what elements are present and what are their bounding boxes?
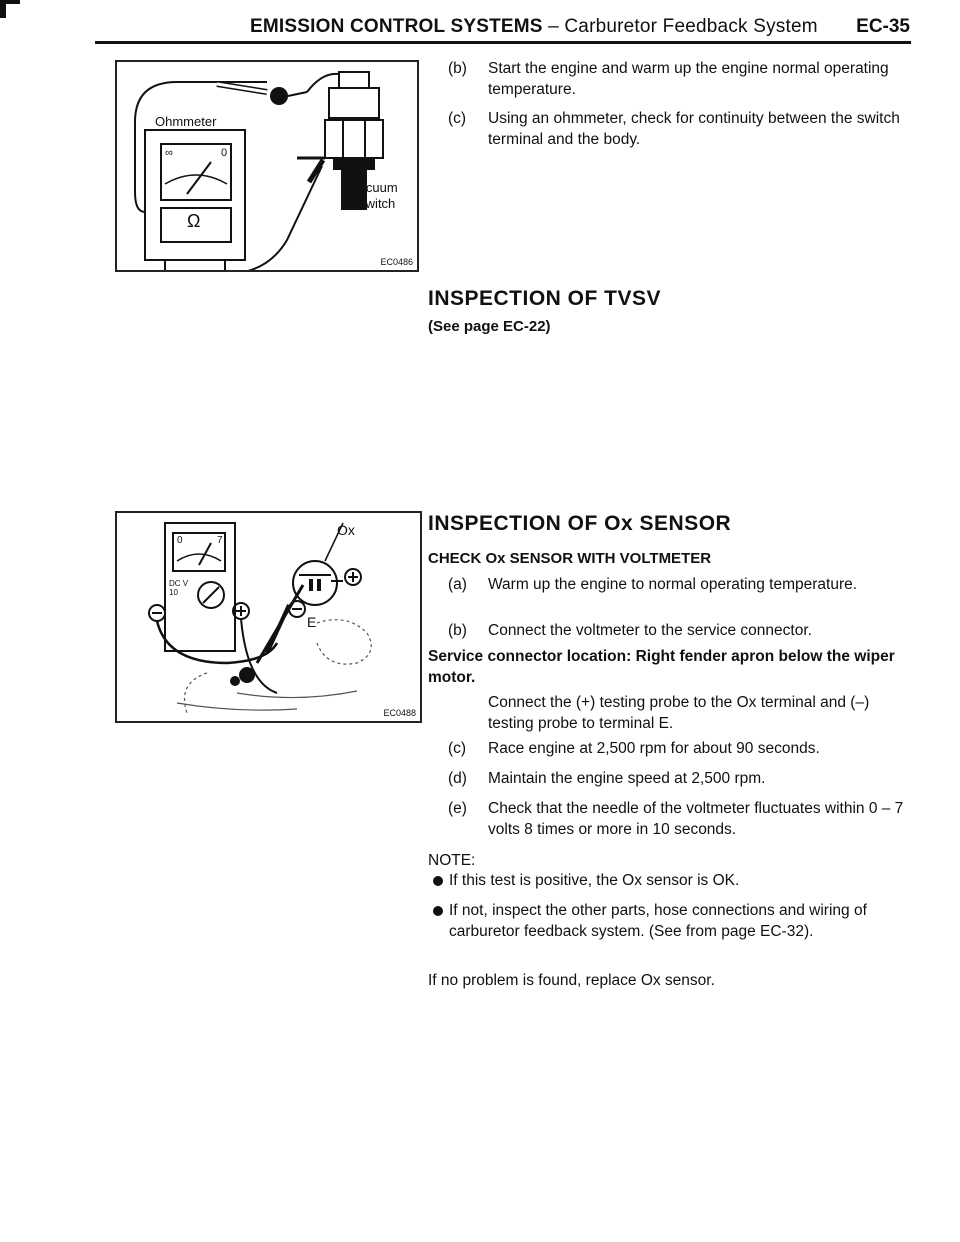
switch-nipple bbox=[339, 72, 369, 88]
step-text: Using an ohmmeter, check for continuity between the switch terminal and the body. bbox=[488, 110, 900, 148]
step-label: (b) bbox=[448, 60, 467, 77]
final-instruction: If no problem is found, replace Ox sensor. bbox=[428, 972, 715, 989]
service-connector bbox=[293, 561, 337, 605]
corner-mark-top bbox=[0, 0, 20, 4]
note-bullet-positive bbox=[433, 870, 913, 892]
note-label: NOTE: bbox=[428, 852, 476, 869]
step-a-warm-up bbox=[428, 574, 918, 616]
ohmmeter-label: Ohmmeter bbox=[155, 114, 217, 129]
page-number: EC-35 bbox=[856, 16, 910, 37]
step-label: (e) bbox=[448, 800, 467, 817]
step-d-maintain-speed bbox=[428, 768, 918, 790]
header-title-rest: – Carburetor Feedback System bbox=[542, 16, 818, 37]
step-e-check-needle bbox=[428, 798, 918, 840]
probe-connection-instruction: Connect the (+) testing probe to the Ox terminal and (–) testing probe to terminal E. bbox=[488, 694, 870, 732]
scale-zero: 0 bbox=[221, 147, 228, 159]
step-c-ohmmeter-check bbox=[428, 108, 918, 150]
voltmeter-illustration bbox=[117, 513, 420, 721]
step-label: (c) bbox=[448, 110, 467, 127]
note-bullet-negative bbox=[433, 900, 913, 964]
step-label: (c) bbox=[448, 740, 467, 757]
left-test-lead bbox=[135, 82, 267, 212]
step-b-start-engine bbox=[428, 58, 918, 100]
tvsv-page-ref: (See page EC-22) bbox=[428, 318, 551, 335]
e-terminal-label: E bbox=[307, 614, 317, 630]
ohm-symbol: Ω bbox=[187, 211, 201, 231]
vacuum-label: Vacuum bbox=[351, 180, 398, 195]
dial-seven: 7 bbox=[217, 535, 223, 546]
bullet-dot bbox=[433, 906, 443, 916]
step-b-connect-voltmeter bbox=[428, 620, 918, 642]
step-label: (b) bbox=[448, 622, 467, 639]
bullet-text: If this test is positive, the Ox sensor is OK. bbox=[449, 872, 740, 889]
dial-zero: 0 bbox=[177, 535, 183, 546]
subheading-voltmeter-check: CHECK Ox SENSOR WITH VOLTMETER bbox=[428, 550, 712, 567]
heading-ox-sensor: INSPECTION OF Ox SENSOR bbox=[428, 512, 732, 535]
heading-tvsv: INSPECTION OF TVSV bbox=[428, 287, 662, 310]
step-label: (a) bbox=[448, 576, 467, 593]
header-rule bbox=[95, 41, 911, 44]
page-header bbox=[250, 14, 910, 40]
step-text: Connect the voltmeter to the service connector. bbox=[488, 622, 812, 639]
step-label: (d) bbox=[448, 770, 467, 787]
scale-infinity: ∞ bbox=[165, 147, 173, 159]
step-text: Check that the needle of the voltmeter fluctuates within 0 – 7 volts 8 times or more in 10 seconds. bbox=[488, 800, 904, 838]
ohmmeter-illustration bbox=[117, 62, 417, 270]
alligator-clip bbox=[270, 87, 288, 105]
header-title-bold: EMISSION CONTROL SYSTEMS bbox=[250, 16, 543, 37]
step-c-race-engine bbox=[428, 738, 918, 760]
figure-voltmeter-ox-sensor bbox=[115, 511, 422, 723]
ohmmeter-needle bbox=[187, 162, 211, 194]
ox-label: Ox bbox=[337, 522, 355, 538]
switch-hex bbox=[325, 120, 383, 158]
step-text: Race engine at 2,500 rpm for about 90 seconds. bbox=[488, 740, 820, 757]
switch-label: Switch bbox=[357, 196, 396, 211]
bullet-dot bbox=[433, 876, 443, 886]
service-connector-location: Service connector location: Right fender apron below the wiper motor. bbox=[428, 648, 895, 686]
right-test-lead bbox=[225, 166, 322, 270]
figure-code: EC0486 bbox=[380, 257, 413, 267]
step-text: Warm up the engine to normal operating temperature. bbox=[488, 576, 858, 593]
figure-code: EC0488 bbox=[383, 708, 416, 718]
step-text: Start the engine and warm up the engine normal operating temperature. bbox=[488, 60, 889, 98]
step-text: Maintain the engine speed at 2,500 rpm. bbox=[488, 770, 766, 787]
dial-range: DC V 10 bbox=[169, 579, 189, 597]
figure-ohmmeter-vacuum-switch bbox=[115, 60, 419, 272]
bullet-text: If not, inspect the other parts, hose connections and wiring of carburetor feedback system. (See from page EC-32). bbox=[449, 902, 867, 940]
header-title bbox=[250, 16, 818, 38]
